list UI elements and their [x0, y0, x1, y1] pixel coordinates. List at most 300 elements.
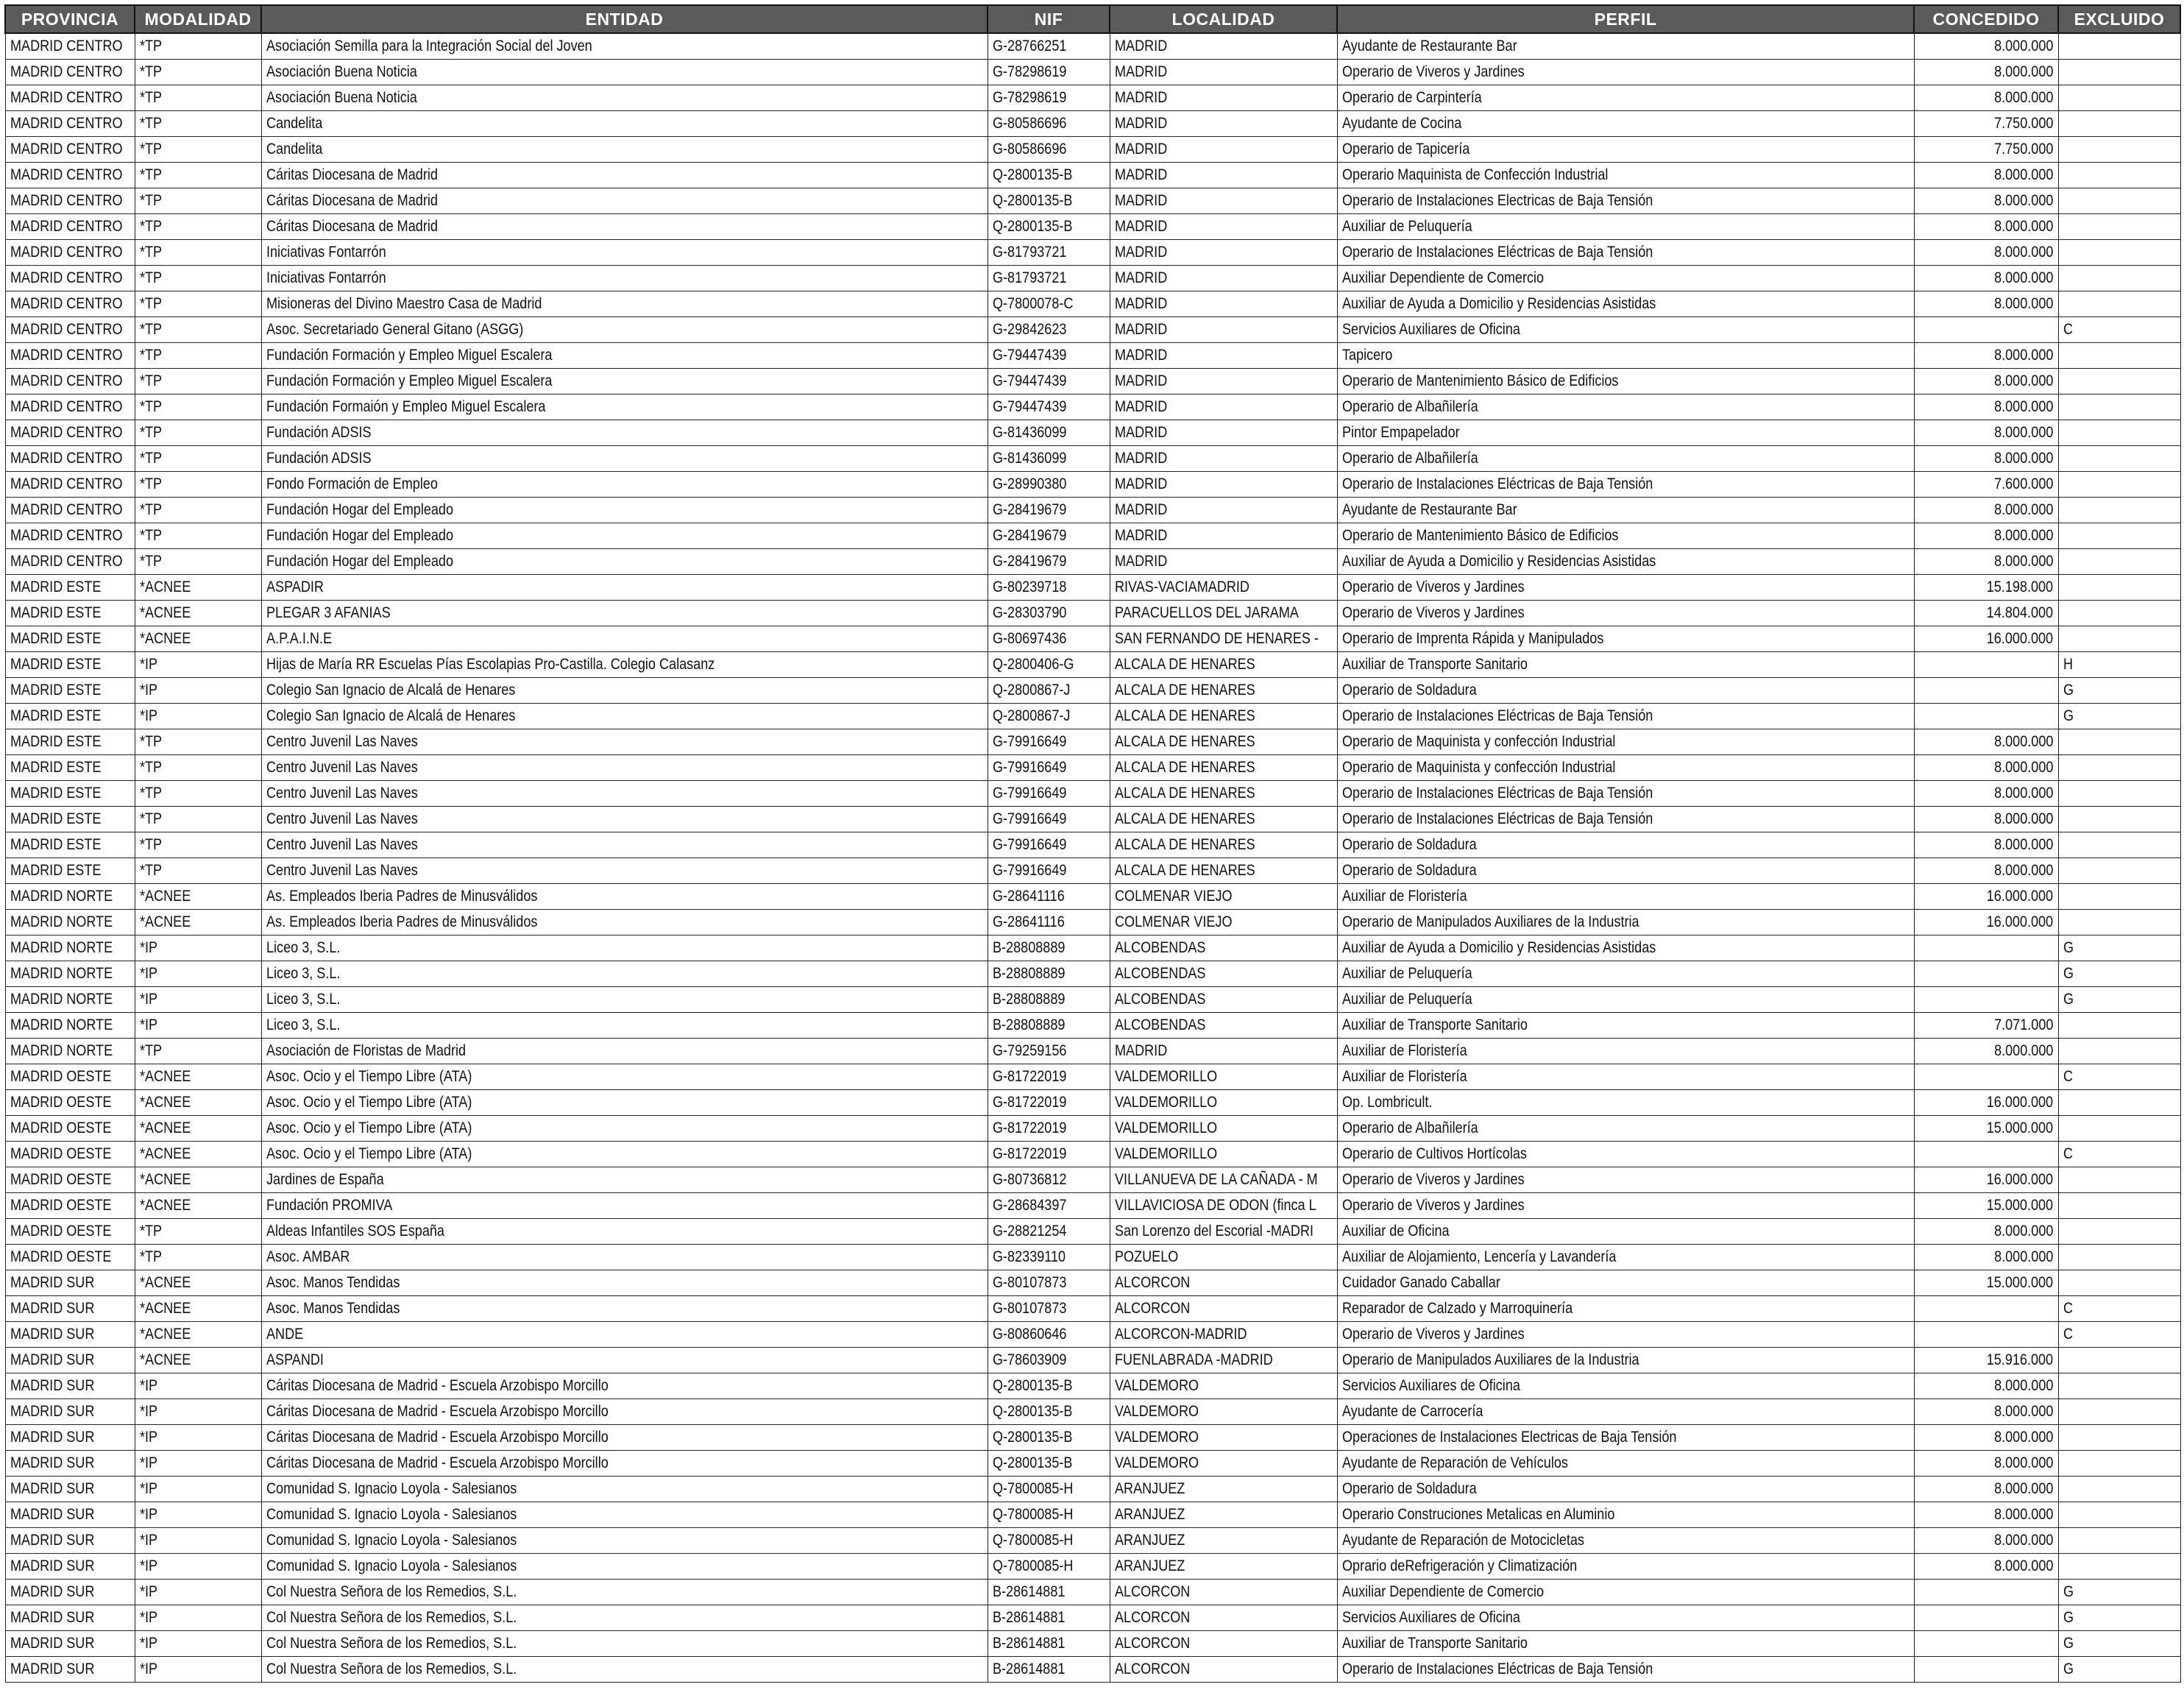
cell-concedido	[1914, 343, 2058, 369]
cell-provincia	[5, 652, 135, 678]
cell-modalidad-text: *TP	[139, 733, 162, 750]
cell-perfil	[1337, 1296, 1914, 1322]
cell-concedido-text: 15.000.000	[1987, 1120, 2054, 1136]
cell-entidad-text: Centro Juvenil Las Naves	[266, 810, 418, 827]
cell-nif-text: G-81722019	[992, 1120, 1066, 1136]
cell-localidad	[1110, 858, 1337, 884]
cell-provincia-text: MADRID CENTRO	[10, 218, 123, 235]
cell-nif-text: G-79916649	[992, 836, 1066, 853]
cell-excluido-text: G	[2063, 1635, 2074, 1652]
cell-provincia-text: MADRID SUR	[10, 1635, 94, 1652]
cell-entidad	[261, 704, 988, 729]
cell-perfil	[1337, 472, 1914, 498]
cell-nif-text: B-28614881	[992, 1635, 1065, 1652]
cell-localidad-text: MADRID	[1114, 450, 1167, 467]
cell-provincia	[5, 60, 135, 85]
cell-provincia	[5, 884, 135, 910]
table-row	[5, 317, 2180, 343]
cell-provincia-text: MADRID CENTRO	[10, 424, 123, 441]
cell-nif	[988, 1373, 1110, 1399]
cell-provincia-text: MADRID SUR	[10, 1454, 94, 1471]
cell-nif	[988, 291, 1110, 317]
cell-entidad-text: Iniciativas Fontarrón	[266, 269, 386, 286]
cell-provincia-text: MADRID OESTE	[10, 1197, 111, 1214]
cell-excluido	[2058, 60, 2180, 85]
cell-entidad-text: Candelita	[266, 141, 322, 158]
cell-modalidad-text: *IP	[139, 1429, 157, 1446]
cell-localidad	[1110, 678, 1337, 704]
cell-entidad	[261, 1322, 988, 1348]
cell-nif	[988, 858, 1110, 884]
cell-excluido	[2058, 729, 2180, 755]
cell-provincia	[5, 472, 135, 498]
cell-concedido-text: 8.000.000	[1994, 527, 2054, 544]
cell-provincia	[5, 111, 135, 137]
cell-provincia-text: MADRID ESTE	[10, 630, 101, 647]
cell-provincia	[5, 137, 135, 163]
cell-perfil	[1337, 1399, 1914, 1425]
cell-concedido	[1914, 1064, 2058, 1090]
cell-nif	[988, 1631, 1110, 1657]
cell-entidad	[261, 214, 988, 240]
cell-localidad	[1110, 317, 1337, 343]
cell-provincia	[5, 936, 135, 961]
cell-perfil	[1337, 1322, 1914, 1348]
cell-nif	[988, 1322, 1110, 1348]
cell-excluido-text: H	[2063, 656, 2073, 673]
cell-provincia	[5, 1477, 135, 1502]
table-row	[5, 60, 2180, 85]
cell-localidad	[1110, 1554, 1337, 1580]
cell-nif	[988, 523, 1110, 549]
table-row	[5, 961, 2180, 987]
cell-modalidad	[135, 240, 261, 266]
cell-excluido	[2058, 395, 2180, 420]
cell-concedido-text: 8.000.000	[1994, 398, 2054, 415]
cell-excluido	[2058, 910, 2180, 936]
table-row	[5, 163, 2180, 188]
cell-localidad-text: ALCALA DE HENARES	[1114, 707, 1255, 724]
cell-nif	[988, 884, 1110, 910]
cell-entidad-text: Cáritas Diocesana de Madrid - Escuela Arzobispo Morcillo	[266, 1454, 609, 1471]
cell-localidad	[1110, 884, 1337, 910]
cell-modalidad-text: *ACNEE	[139, 913, 191, 930]
cell-concedido	[1914, 1373, 2058, 1399]
cell-entidad-text: Comunidad S. Ignacio Loyola - Salesianos	[266, 1557, 517, 1574]
cell-localidad	[1110, 1142, 1337, 1167]
table-row	[5, 601, 2180, 626]
cell-entidad	[261, 626, 988, 652]
cell-provincia-text: MADRID SUR	[10, 1661, 94, 1677]
cell-excluido	[2058, 626, 2180, 652]
cell-excluido	[2058, 1039, 2180, 1064]
cell-localidad-text: VILLAVICIOSA DE ODON (finca L	[1114, 1197, 1316, 1214]
cell-localidad-text: ARANJUEZ	[1114, 1532, 1185, 1549]
cell-provincia-text: MADRID SUR	[10, 1557, 94, 1574]
cell-entidad	[261, 1167, 988, 1193]
cell-provincia-text: MADRID CENTRO	[10, 321, 123, 338]
cell-concedido	[1914, 1296, 2058, 1322]
cell-localidad-text: COLMENAR VIEJO	[1114, 913, 1233, 930]
cell-concedido-text: 8.000.000	[1994, 1377, 2054, 1394]
cell-perfil	[1337, 807, 1914, 832]
cell-concedido	[1914, 807, 2058, 832]
cell-modalidad	[135, 1451, 261, 1477]
cell-provincia-text: MADRID CENTRO	[10, 38, 123, 54]
cell-entidad	[261, 678, 988, 704]
cell-perfil-text: Ayudante de Restaurante Bar	[1341, 501, 1517, 518]
cell-entidad	[261, 1193, 988, 1219]
cell-concedido-text: 8.000.000	[1994, 1403, 2054, 1420]
cell-concedido-text: 8.000.000	[1994, 1223, 2054, 1239]
cell-perfil-text: Auxiliar de Ayuda a Domicilio y Residencias Asistidas	[1341, 295, 1656, 312]
cell-provincia-text: MADRID SUR	[10, 1532, 94, 1549]
cell-entidad-text: Asoc. Secretariado General Gitano (ASGG)	[266, 321, 523, 338]
cell-nif	[988, 33, 1110, 60]
cell-concedido	[1914, 1090, 2058, 1116]
table-row	[5, 832, 2180, 858]
cell-provincia	[5, 807, 135, 832]
cell-perfil-text: Operario de Tapicería	[1341, 141, 1469, 158]
cell-excluido	[2058, 1605, 2180, 1631]
cell-nif	[988, 85, 1110, 111]
cell-nif	[988, 832, 1110, 858]
cell-entidad-text: Cáritas Diocesana de Madrid - Escuela Arzobispo Morcillo	[266, 1403, 609, 1420]
table-row	[5, 111, 2180, 137]
cell-nif-text: Q-7800085-H	[992, 1506, 1073, 1523]
cell-excluido-text: G	[2063, 1661, 2074, 1677]
cell-localidad	[1110, 729, 1337, 755]
cell-nif	[988, 1167, 1110, 1193]
cell-localidad	[1110, 1502, 1337, 1528]
cell-concedido	[1914, 729, 2058, 755]
cell-perfil-text: Auxiliar de Transporte Sanitario	[1341, 1635, 1528, 1652]
cell-provincia-text: MADRID CENTRO	[10, 166, 123, 183]
cell-localidad-text: ALCOBENDAS	[1114, 1016, 1205, 1033]
cell-concedido-text: 8.000.000	[1994, 1480, 2054, 1497]
header-entidad: ENTIDAD	[261, 5, 988, 33]
cell-localidad-text: MADRID	[1114, 527, 1167, 544]
cell-perfil-text: Operario de Manipulados Auxiliares de la Industria	[1341, 913, 1639, 930]
cell-perfil	[1337, 1193, 1914, 1219]
cell-concedido-text: 8.000.000	[1994, 450, 2054, 467]
cell-nif-text: G-29842623	[992, 321, 1066, 338]
cell-provincia-text: MADRID OESTE	[10, 1068, 111, 1085]
cell-perfil	[1337, 240, 1914, 266]
cell-modalidad-text: *IP	[139, 1583, 157, 1600]
cell-provincia-text: MADRID CENTRO	[10, 501, 123, 518]
cell-modalidad-text: *TP	[139, 759, 162, 776]
cell-nif	[988, 1013, 1110, 1039]
cell-modalidad	[135, 1039, 261, 1064]
cell-localidad-text: ARANJUEZ	[1114, 1506, 1185, 1523]
cell-nif-text: Q-2800867-J	[992, 707, 1070, 724]
cell-entidad-text: Iniciativas Fontarrón	[266, 244, 386, 261]
cell-nif-text: Q-7800085-H	[992, 1532, 1073, 1549]
cell-entidad	[261, 85, 988, 111]
cell-provincia	[5, 523, 135, 549]
cell-nif-text: Q-2800135-B	[992, 1377, 1072, 1394]
cell-localidad-text: ARANJUEZ	[1114, 1557, 1185, 1574]
cell-nif-text: G-28419679	[992, 501, 1066, 518]
cell-excluido	[2058, 163, 2180, 188]
cell-provincia-text: MADRID CENTRO	[10, 398, 123, 415]
cell-concedido-text: 8.000.000	[1994, 862, 2054, 879]
cell-perfil	[1337, 1580, 1914, 1605]
cell-modalidad	[135, 858, 261, 884]
cell-nif-text: B-28808889	[992, 939, 1065, 956]
cell-nif-text: B-28808889	[992, 991, 1065, 1008]
cell-modalidad-text: *ACNEE	[139, 1326, 191, 1343]
cell-nif-text: G-79916649	[992, 733, 1066, 750]
cell-modalidad	[135, 1116, 261, 1142]
cell-modalidad-text: *IP	[139, 1661, 157, 1677]
cell-localidad	[1110, 1425, 1337, 1451]
cell-localidad-text: MADRID	[1114, 553, 1167, 570]
cell-nif-text: B-28614881	[992, 1609, 1065, 1626]
cell-localidad	[1110, 1167, 1337, 1193]
cell-perfil	[1337, 1167, 1914, 1193]
cell-localidad-text: VALDEMORO	[1114, 1377, 1199, 1394]
cell-concedido-text: 16.000.000	[1987, 888, 2054, 905]
cell-modalidad	[135, 33, 261, 60]
cell-provincia	[5, 1219, 135, 1245]
cell-entidad-text: Fundación Formación y Empleo Miguel Escalera	[266, 347, 552, 364]
table-row	[5, 1013, 2180, 1039]
cell-localidad	[1110, 240, 1337, 266]
table-row	[5, 1322, 2180, 1348]
cell-entidad	[261, 601, 988, 626]
cell-excluido	[2058, 472, 2180, 498]
cell-nif-text: G-81793721	[992, 269, 1066, 286]
cell-excluido	[2058, 755, 2180, 781]
cell-localidad-text: San Lorenzo del Escorial -MADRI	[1114, 1223, 1313, 1239]
cell-entidad-text: Asociación Semilla para la Integración Social del Joven	[266, 38, 592, 54]
cell-provincia	[5, 446, 135, 472]
cell-concedido-text: 8.000.000	[1994, 785, 2054, 802]
cell-excluido	[2058, 1502, 2180, 1528]
cell-concedido-text: 8.000.000	[1994, 372, 2054, 389]
table-row	[5, 1167, 2180, 1193]
cell-excluido	[2058, 1528, 2180, 1554]
cell-concedido	[1914, 1270, 2058, 1296]
cell-provincia	[5, 240, 135, 266]
header-localidad: LOCALIDAD	[1110, 5, 1337, 33]
cell-localidad	[1110, 936, 1337, 961]
cell-nif-text: Q-2800135-B	[992, 218, 1072, 235]
cell-nif-text: G-81722019	[992, 1068, 1066, 1085]
cell-entidad-text: A.P.A.I.N.E	[266, 630, 332, 647]
cell-localidad	[1110, 1039, 1337, 1064]
cell-perfil	[1337, 704, 1914, 729]
table-row	[5, 652, 2180, 678]
cell-localidad	[1110, 1245, 1337, 1270]
cell-nif-text: G-28766251	[992, 38, 1066, 54]
cell-perfil-text: Operario de Instalaciones Eléctricas de Baja Tensión	[1341, 810, 1653, 827]
cell-localidad	[1110, 575, 1337, 601]
cell-perfil-text: Operario de Imprenta Rápida y Manipulados	[1341, 630, 1603, 647]
cell-nif	[988, 755, 1110, 781]
cell-provincia-text: MADRID ESTE	[10, 707, 101, 724]
cell-nif	[988, 601, 1110, 626]
cell-localidad	[1110, 1348, 1337, 1373]
cell-perfil-text: Operario de Viveros y Jardines	[1341, 579, 1525, 595]
cell-entidad-text: Cáritas Diocesana de Madrid	[266, 166, 438, 183]
cell-concedido-text: 7.600.000	[1994, 475, 2054, 492]
cell-concedido-text: 15.000.000	[1987, 1197, 2054, 1214]
cell-modalidad-text: *IP	[139, 1454, 157, 1471]
cell-nif-text: G-79447439	[992, 372, 1066, 389]
cell-provincia	[5, 729, 135, 755]
cell-concedido	[1914, 884, 2058, 910]
cell-localidad	[1110, 1477, 1337, 1502]
spreadsheet	[4, 4, 2180, 1683]
cell-entidad	[261, 343, 988, 369]
cell-entidad	[261, 1554, 988, 1580]
cell-localidad-text: MADRID	[1114, 218, 1167, 235]
cell-entidad	[261, 420, 988, 446]
cell-localidad-text: VALDEMORO	[1114, 1429, 1199, 1446]
table-row	[5, 498, 2180, 523]
cell-excluido	[2058, 961, 2180, 987]
cell-perfil-text: Auxiliar de Transporte Sanitario	[1341, 656, 1528, 673]
cell-modalidad	[135, 1064, 261, 1090]
cell-concedido-text: 8.000.000	[1994, 1532, 2054, 1549]
cell-localidad-text: ALCALA DE HENARES	[1114, 810, 1255, 827]
cell-concedido	[1914, 936, 2058, 961]
cell-modalidad	[135, 1399, 261, 1425]
cell-provincia-text: MADRID ESTE	[10, 836, 101, 853]
cell-modalidad	[135, 1605, 261, 1631]
table-row	[5, 1605, 2180, 1631]
cell-localidad-text: VALDEMORO	[1114, 1403, 1199, 1420]
cell-nif	[988, 60, 1110, 85]
cell-modalidad	[135, 1013, 261, 1039]
cell-provincia-text: MADRID NORTE	[10, 991, 113, 1008]
cell-concedido	[1914, 1322, 2058, 1348]
cell-modalidad	[135, 1631, 261, 1657]
cell-entidad	[261, 111, 988, 137]
cell-localidad-text: ALCORCON	[1114, 1661, 1190, 1677]
cell-entidad	[261, 1219, 988, 1245]
cell-entidad	[261, 498, 988, 523]
cell-modalidad	[135, 678, 261, 704]
cell-provincia	[5, 1245, 135, 1270]
cell-nif	[988, 1116, 1110, 1142]
cell-perfil-text: Auxiliar de Floristería	[1341, 1042, 1467, 1059]
cell-concedido	[1914, 1142, 2058, 1167]
cell-entidad-text: Asoc. Manos Tendidas	[266, 1274, 400, 1291]
cell-provincia	[5, 549, 135, 575]
cell-modalidad	[135, 549, 261, 575]
cell-excluido	[2058, 1142, 2180, 1167]
cell-entidad-text: Jardines de España	[266, 1171, 384, 1188]
cell-perfil-text: Auxiliar de Alojamiento, Lencería y Lavandería	[1341, 1248, 1616, 1265]
cell-perfil-text: Operario de Instalaciones Eléctricas de Baja Tensión	[1341, 475, 1653, 492]
cell-perfil-text: Pintor Empapelador	[1341, 424, 1460, 441]
cell-entidad-text: Comunidad S. Ignacio Loyola - Salesianos	[266, 1532, 517, 1549]
cell-perfil-text: Operario de Mantenimiento Básico de Edificios	[1341, 527, 1618, 544]
cell-modalidad-text: *TP	[139, 269, 162, 286]
table-row	[5, 1580, 2180, 1605]
cell-concedido-text: 15.000.000	[1987, 1274, 2054, 1291]
cell-entidad	[261, 1090, 988, 1116]
cell-concedido	[1914, 498, 2058, 523]
table-row	[5, 1502, 2180, 1528]
cell-perfil-text: Auxiliar de Oficina	[1341, 1223, 1450, 1239]
cell-concedido	[1914, 214, 2058, 240]
cell-localidad	[1110, 832, 1337, 858]
cell-entidad-text: Col Nuestra Señora de los Remedios, S.L.	[266, 1661, 517, 1677]
cell-excluido	[2058, 549, 2180, 575]
cell-concedido-text: 8.000.000	[1994, 1429, 2054, 1446]
cell-excluido	[2058, 1270, 2180, 1296]
cell-modalidad-text: *IP	[139, 939, 157, 956]
cell-concedido	[1914, 1425, 2058, 1451]
table-body	[5, 33, 2180, 1683]
cell-localidad-text: ALCORCON	[1114, 1583, 1190, 1600]
cell-localidad-text: FUENLABRADA -MADRID	[1114, 1351, 1273, 1368]
cell-entidad	[261, 472, 988, 498]
cell-localidad-text: MADRID	[1114, 89, 1167, 106]
cell-entidad	[261, 961, 988, 987]
cell-entidad-text: Fundación Hogar del Empleado	[266, 553, 453, 570]
cell-entidad-text: ANDE	[266, 1326, 303, 1343]
cell-localidad-text: VALDEMORILLO	[1114, 1120, 1217, 1136]
cell-provincia	[5, 1167, 135, 1193]
cell-localidad-text: COLMENAR VIEJO	[1114, 888, 1233, 905]
cell-excluido	[2058, 1554, 2180, 1580]
table-row	[5, 781, 2180, 807]
cell-localidad-text: MADRID	[1114, 321, 1167, 338]
cell-entidad-text: Fundación Formaión y Empleo Miguel Escalera	[266, 398, 545, 415]
cell-concedido-text: 8.000.000	[1994, 295, 2054, 312]
cell-nif-text: G-82339110	[992, 1248, 1066, 1265]
cell-provincia	[5, 1451, 135, 1477]
cell-entidad-text: Fundación PROMIVA	[266, 1197, 392, 1214]
cell-perfil-text: Operario de Instalaciones Electricas de Baja Tensión	[1341, 192, 1653, 209]
cell-perfil	[1337, 317, 1914, 343]
cell-nif	[988, 807, 1110, 832]
cell-provincia	[5, 781, 135, 807]
cell-localidad-text: ALCALA DE HENARES	[1114, 656, 1255, 673]
cell-concedido-text: 8.000.000	[1994, 63, 2054, 80]
cell-localidad-text: MADRID	[1114, 347, 1167, 364]
cell-provincia	[5, 1425, 135, 1451]
cell-modalidad-text: *ACNEE	[139, 604, 191, 621]
cell-excluido	[2058, 446, 2180, 472]
cell-excluido	[2058, 1193, 2180, 1219]
cell-modalidad-text: *TP	[139, 244, 162, 261]
cell-perfil	[1337, 1477, 1914, 1502]
cell-perfil	[1337, 1090, 1914, 1116]
cell-nif-text: G-80697436	[992, 630, 1066, 647]
cell-provincia-text: MADRID CENTRO	[10, 450, 123, 467]
cell-nif	[988, 652, 1110, 678]
cell-nif	[988, 1477, 1110, 1502]
cell-provincia	[5, 1039, 135, 1064]
table-row	[5, 523, 2180, 549]
cell-nif-text: Q-7800085-H	[992, 1557, 1073, 1574]
cell-localidad-text: MADRID	[1114, 269, 1167, 286]
cell-modalidad	[135, 987, 261, 1013]
cell-provincia-text: MADRID SUR	[10, 1326, 94, 1343]
cell-provincia-text: MADRID OESTE	[10, 1171, 111, 1188]
cell-perfil	[1337, 1657, 1914, 1683]
table-row	[5, 1296, 2180, 1322]
cell-excluido	[2058, 704, 2180, 729]
cell-nif-text: G-28641116	[992, 913, 1065, 930]
